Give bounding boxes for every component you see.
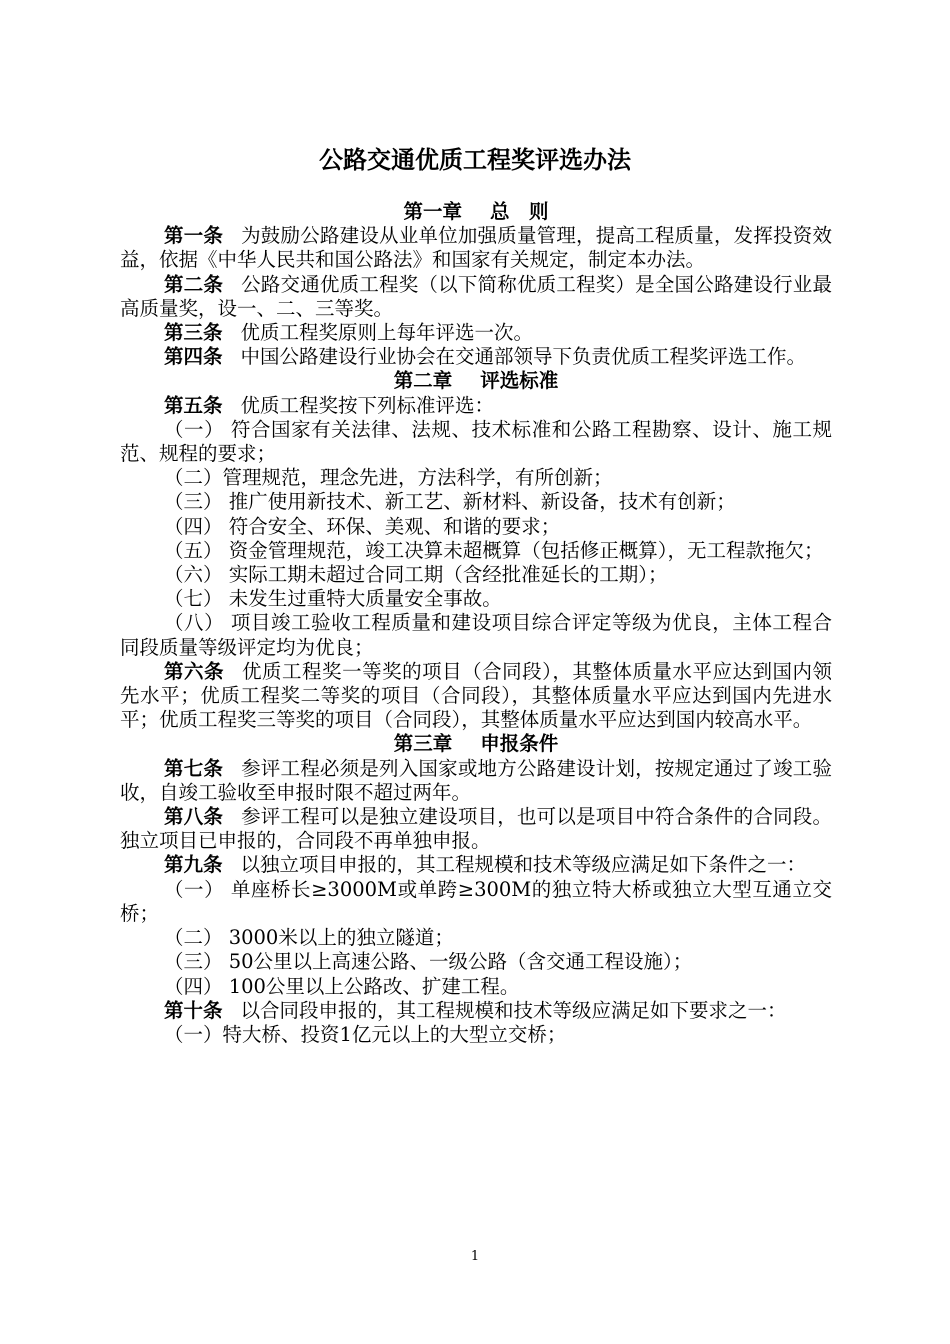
article-label: 第一条 bbox=[164, 224, 224, 248]
chapter-number: 第二章 bbox=[393, 369, 453, 393]
article bbox=[120, 224, 832, 272]
article-text: 优质工程奖一等奖的项目（合同段），其整体质量水平应达到国内领先水平；优质工程奖二等奖的项目（合同段），其整体质量水平应达到国内先进水平；优质工程奖三等奖的项目（合同段），其整体质量水平应达到国内较高水平。 bbox=[120, 659, 832, 732]
list-item: （一）特大桥、投资1亿元以上的大型立交桥； bbox=[164, 1022, 567, 1046]
article-label: 第七条 bbox=[164, 756, 224, 780]
chapter-heading bbox=[120, 200, 832, 224]
article-text: 以独立项目申报的，其工程规模和技术等级应满足如下条件之一： bbox=[240, 853, 807, 877]
chapter-number: 第三章 bbox=[393, 732, 453, 756]
article-text: 优质工程奖原则上每年评选一次。 bbox=[240, 321, 534, 345]
list-item: （一） 符合国家有关法律、法规、技术标准和公路工程勘察、设计、施工规范、规程的要求； bbox=[120, 417, 832, 466]
list-item: （七） 未发生过重特大质量安全事故。 bbox=[164, 587, 502, 611]
list-item: （一） 单座桥长≥3000M或单跨≥300M的独立特大桥或独立大型互通立交桥； bbox=[120, 877, 832, 925]
article-label: 第五条 bbox=[164, 393, 223, 417]
article-text: 公路交通优质工程奖（以下简称优质工程奖）是全国公路建设行业最高质量奖，设一、二、三等奖。 bbox=[120, 272, 832, 320]
article-label: 第三条 bbox=[164, 321, 223, 345]
article bbox=[120, 321, 832, 345]
article-label: 第八条 bbox=[164, 805, 224, 829]
chapter-number: 第一章 bbox=[403, 200, 462, 223]
article-label: 第六条 bbox=[164, 659, 225, 683]
list-item: （四） 100公里以上公路改、扩建工程。 bbox=[164, 974, 520, 998]
article-text: 参评工程可以是独立建设项目，也可以是项目中符合条件的合同段。独立项目已申报的，合同段不再单独申报。 bbox=[120, 805, 832, 853]
article-text: 参评工程必须是列入国家或地方公路建设计划，按规定通过了竣工验收，自竣工验收至申报时限不超过两年。 bbox=[120, 756, 832, 804]
list-item: （五） 资金管理规范，竣工决算未超概算（包括修正概算），无工程款拖欠； bbox=[164, 538, 824, 562]
document-body bbox=[120, 200, 832, 1047]
article-text: 为鼓励公路建设从业单位加强质量管理，提高工程质量，发挥投资效益，依据《中华人民共和国公路法》和国家有关规定，制定本办法。 bbox=[120, 224, 832, 272]
article bbox=[120, 757, 832, 805]
article bbox=[120, 853, 832, 877]
article bbox=[120, 999, 832, 1023]
article-label: 第十条 bbox=[164, 998, 223, 1022]
page-number: 1 bbox=[470, 1249, 480, 1264]
chapter-name: 申报条件 bbox=[480, 732, 559, 756]
article bbox=[120, 805, 832, 853]
chapter-name: 总 则 bbox=[490, 200, 549, 223]
document-title: 公路交通优质工程奖评选办法 bbox=[319, 146, 631, 174]
chapter-heading bbox=[120, 732, 832, 756]
article-label: 第四条 bbox=[164, 345, 223, 369]
article-text: 优质工程奖按下列标准评选： bbox=[240, 393, 495, 417]
list-item: （三） 50公里以上高速公路、一级公路（含交通工程设施）； bbox=[164, 950, 693, 974]
article-label: 第二条 bbox=[164, 272, 224, 296]
chapter-name: 评选标准 bbox=[480, 369, 559, 393]
list-item: （二）管理规范，理念先进，方法科学，有所创新； bbox=[164, 466, 613, 490]
article-label: 第九条 bbox=[164, 853, 223, 877]
article-text: 以合同段申报的，其工程规模和技术等级应满足如下要求之一： bbox=[240, 998, 787, 1022]
article bbox=[120, 660, 832, 733]
list-item: （六） 实际工期未超过合同工期（含经批准延长的工期）； bbox=[164, 563, 668, 587]
article bbox=[120, 345, 832, 369]
list-item: （三） 推广使用新技术、新工艺、新材料、新设备，技术有创新； bbox=[164, 490, 736, 514]
article bbox=[120, 394, 832, 418]
list-item: （八） 项目竣工验收工程质量和建设项目综合评定等级为优良，主体工程合同段质量等级评定均为优良； bbox=[120, 611, 832, 659]
list-item: （四） 符合安全、环保、美观、和谐的要求； bbox=[164, 514, 561, 538]
list-item: （二） 3000米以上的独立隧道； bbox=[164, 926, 454, 950]
article bbox=[120, 273, 832, 321]
article-text: 中国公路建设行业协会在交通部领导下负责优质工程奖评选工作。 bbox=[240, 345, 807, 369]
chapter-heading bbox=[120, 369, 832, 393]
